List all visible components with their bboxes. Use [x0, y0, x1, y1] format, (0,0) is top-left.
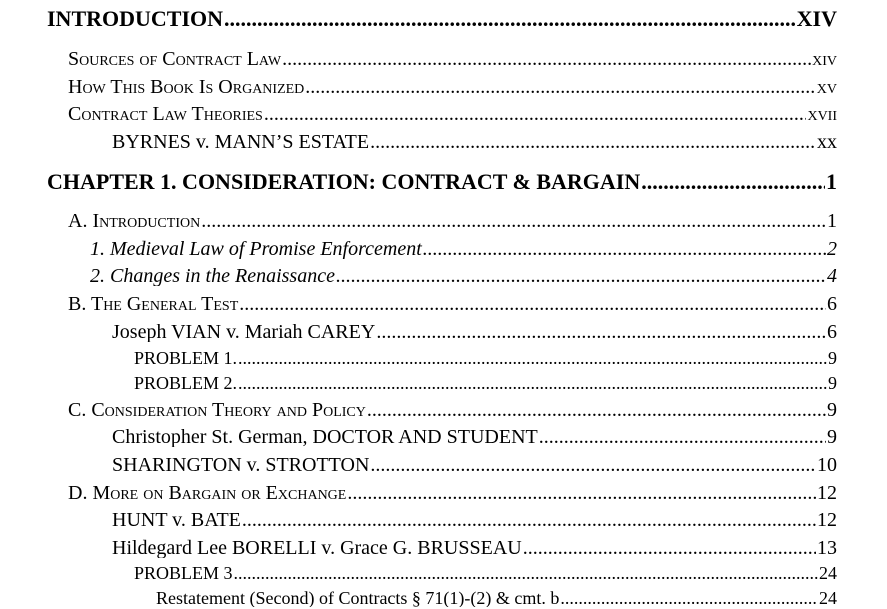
- toc-entry-vian[interactable]: [112, 322, 837, 342]
- toc-entry-page: 2: [827, 239, 837, 259]
- toc-entry-sharington[interactable]: [112, 455, 837, 475]
- leader-dots: [367, 400, 826, 420]
- toc-entry-organized[interactable]: [68, 77, 837, 97]
- leader-dots: [224, 8, 796, 30]
- leader-dots: [282, 49, 811, 69]
- leader-dots: [264, 104, 807, 124]
- toc-entry-page: 1: [826, 171, 837, 193]
- toc-entry-label: Hildegard Lee BORELLI v. Grace G. BRUSSEAU: [112, 538, 522, 558]
- toc-entry-page: XIV: [796, 8, 837, 30]
- toc-entry-label: CHAPTER 1. CONSIDERATION: CONTRACT & BARGAIN: [47, 171, 641, 193]
- toc-entry-german[interactable]: [112, 427, 837, 447]
- leader-dots: [641, 171, 825, 193]
- toc-entry-a-introduction[interactable]: [68, 211, 837, 231]
- toc-entry-label: 1. Medieval Law of Promise Enforcement: [90, 239, 422, 259]
- toc-entry-label: Christopher St. German, DOCTOR AND STUDENT: [112, 427, 538, 447]
- toc-entry-problem-3[interactable]: [134, 564, 837, 582]
- toc-entry-byrnes[interactable]: [112, 132, 837, 152]
- leader-dots: [234, 564, 818, 582]
- toc-entry-chapter-1[interactable]: [47, 171, 837, 193]
- leader-dots: [560, 589, 818, 607]
- toc-entry-page: 10: [817, 455, 837, 475]
- leader-dots: [347, 483, 816, 503]
- toc-entry-page: 9: [827, 400, 837, 420]
- leader-dots: [242, 510, 816, 530]
- toc-entry-label: Restatement (Second) of Contracts § 71(1)-(2) & cmt. b: [156, 589, 560, 607]
- toc-entry-page: 24: [819, 564, 837, 582]
- toc-entry-label: BYRNES v. MANN’S ESTATE: [112, 132, 370, 152]
- toc-entry-renaissance[interactable]: [90, 266, 837, 286]
- leader-dots: [238, 349, 827, 367]
- toc-entry-label: A. Introduction: [68, 211, 201, 231]
- toc-entry-label: How This Book Is Organized: [68, 77, 305, 97]
- toc-entry-label: D. More on Bargain or Exchange: [68, 483, 347, 503]
- toc-entry-label: Sources of Contract Law: [68, 49, 282, 69]
- leader-dots: [238, 374, 827, 392]
- toc-entry-label: Joseph VIAN v. Mariah CAREY: [112, 322, 376, 342]
- toc-entry-page: xx: [817, 132, 837, 152]
- leader-dots: [423, 239, 826, 259]
- leader-dots: [239, 294, 826, 314]
- toc-entry-introduction[interactable]: [47, 8, 837, 30]
- toc-entry-label: PROBLEM 1.: [134, 349, 238, 367]
- toc-entry-label: SHARINGTON v. STROTTON: [112, 455, 370, 475]
- toc-entry-label: HUNT v. BATE: [112, 510, 241, 530]
- toc-entry-c-theory[interactable]: [68, 400, 837, 420]
- leader-dots: [370, 455, 816, 475]
- toc-entry-sources[interactable]: [68, 49, 837, 69]
- toc-entry-page: 9: [828, 374, 837, 392]
- toc-entry-d-bargain[interactable]: [68, 483, 837, 503]
- toc-entry-borelli[interactable]: [112, 538, 837, 558]
- toc-entry-page: 9: [828, 349, 837, 367]
- toc-entry-problem-2[interactable]: [134, 374, 837, 392]
- toc-entry-page: 1: [827, 211, 837, 231]
- toc-entry-restatement[interactable]: [156, 589, 837, 607]
- toc-entry-label: C. Consideration Theory and Policy: [68, 400, 366, 420]
- leader-dots: [201, 211, 826, 231]
- leader-dots: [376, 322, 826, 342]
- toc-entry-theories[interactable]: [68, 104, 837, 124]
- toc-entry-label: B. The General Test: [68, 294, 239, 314]
- toc-entry-problem-1[interactable]: [134, 349, 837, 367]
- toc-entry-page: 13: [817, 538, 837, 558]
- toc-entry-hunt[interactable]: [112, 510, 837, 530]
- toc-entry-label: PROBLEM 2.: [134, 374, 238, 392]
- leader-dots: [305, 77, 815, 97]
- toc-entry-label: PROBLEM 3: [134, 564, 233, 582]
- toc-entry-page: 6: [827, 322, 837, 342]
- toc-entry-page: 24: [819, 589, 837, 607]
- leader-dots: [370, 132, 816, 152]
- toc-entry-b-general-test[interactable]: [68, 294, 837, 314]
- toc-entry-page: xv: [816, 77, 837, 97]
- toc-entry-label: INTRODUCTION: [47, 8, 224, 30]
- toc-entry-page: xiv: [812, 49, 837, 69]
- toc-entry-page: 6: [827, 294, 837, 314]
- toc-entry-page: 9: [827, 427, 837, 447]
- toc-entry-page: xvii: [807, 104, 837, 124]
- toc-entry-page: 4: [827, 266, 837, 286]
- leader-dots: [336, 266, 826, 286]
- toc-entry-label: 2. Changes in the Renaissance: [90, 266, 335, 286]
- toc-entry-page: 12: [817, 483, 837, 503]
- toc-entry-label: Contract Law Theories: [68, 104, 263, 124]
- leader-dots: [539, 427, 826, 447]
- toc-entry-page: 12: [817, 510, 837, 530]
- leader-dots: [523, 538, 816, 558]
- toc-entry-medieval[interactable]: [90, 239, 837, 259]
